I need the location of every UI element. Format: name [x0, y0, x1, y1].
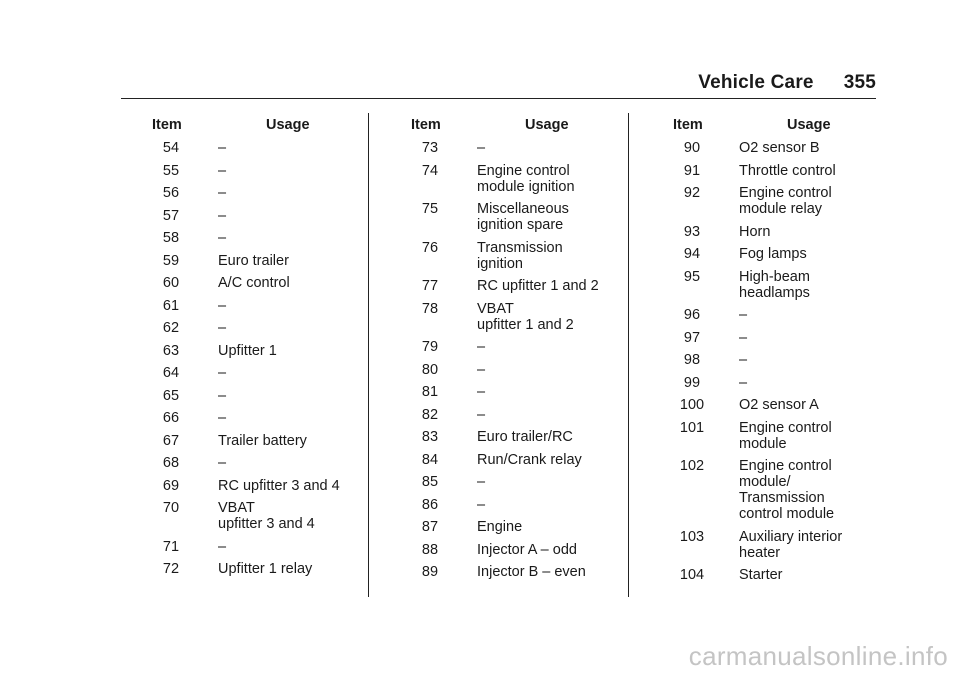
table-row [145, 185, 360, 201]
header-rule [121, 98, 876, 99]
table-row [404, 497, 619, 513]
item-number: 61 [162, 297, 180, 314]
table-row [666, 567, 881, 583]
item-number: 71 [162, 538, 180, 555]
table-row [145, 298, 360, 314]
usage-text: Engine control module/ Transmission control module [739, 458, 835, 522]
usage-text: – [477, 406, 486, 423]
usage-text: – [218, 207, 227, 224]
usage-text: – [218, 230, 227, 246]
usage-text: Upfitter 1 [218, 342, 277, 359]
table-row [145, 253, 360, 269]
item-number: 56 [162, 185, 180, 201]
usage-text: Upfitter 1 relay [218, 561, 313, 577]
item-number: 67 [162, 432, 180, 449]
usage-text: Engine control module [739, 419, 832, 452]
item-header: Item [152, 117, 182, 133]
usage-text: VBAT upfitter 1 and 2 [477, 300, 574, 333]
item-number: 58 [162, 230, 180, 246]
table-row [666, 330, 881, 346]
table-body [145, 140, 360, 577]
table-row [404, 542, 619, 558]
table-row [404, 474, 619, 490]
item-number: 76 [421, 239, 439, 256]
page-number: 355 [843, 72, 876, 93]
usage-text: – [739, 329, 748, 346]
table-row [145, 455, 360, 471]
item-number: 83 [421, 429, 439, 445]
usage-text: – [218, 162, 227, 179]
usage-text: – [477, 474, 486, 490]
usage-text: Trailer battery [218, 432, 307, 449]
item-number: 92 [683, 185, 701, 201]
watermark: carmanualsonline.info [688, 641, 948, 671]
usage-text: Horn [739, 223, 771, 240]
usage-text: O2 sensor B [739, 140, 820, 156]
fuse-table-column-2 [404, 114, 619, 587]
item-number: 90 [683, 140, 701, 156]
usage-text: Engine control module relay [739, 185, 832, 217]
table-row [145, 140, 360, 156]
item-number: 75 [421, 201, 439, 217]
page-header [698, 72, 876, 94]
section-title: Vehicle Care [698, 72, 814, 93]
item-number: 72 [162, 561, 180, 577]
item-number: 55 [162, 162, 180, 179]
table-row [404, 452, 619, 468]
table-row [145, 163, 360, 179]
column-divider [368, 113, 369, 597]
item-number: 81 [421, 384, 439, 400]
table-row [404, 407, 619, 423]
usage-text: – [218, 320, 227, 336]
table-row [666, 420, 881, 452]
table-row [404, 519, 619, 535]
usage-text: – [218, 140, 227, 156]
table-row [666, 163, 881, 179]
usage-text: Engine control module ignition [477, 162, 575, 195]
usage-text: Auxiliary interior heater [739, 528, 843, 561]
item-header: Item [411, 117, 441, 133]
usage-text: – [477, 361, 486, 378]
item-number: 65 [162, 387, 180, 404]
item-number: 88 [421, 541, 439, 558]
usage-header: Usage [787, 117, 831, 133]
table-row [666, 458, 881, 522]
usage-header: Usage [266, 117, 310, 133]
item-header: Item [673, 117, 703, 133]
usage-text: – [218, 410, 227, 426]
item-number: 84 [421, 451, 439, 468]
table-row [666, 375, 881, 391]
item-number: 60 [162, 275, 180, 291]
usage-text: Run/Crank relay [477, 451, 582, 468]
usage-text: – [218, 455, 227, 471]
table-row [145, 365, 360, 381]
item-number: 80 [421, 361, 439, 378]
usage-text: Starter [739, 567, 783, 583]
usage-text: – [218, 365, 227, 381]
item-number: 63 [162, 342, 180, 359]
item-number: 70 [162, 500, 180, 516]
item-number: 54 [162, 140, 180, 156]
table-row [666, 185, 881, 217]
item-number: 86 [421, 496, 439, 513]
item-number: 99 [683, 374, 701, 391]
table-body [404, 140, 619, 580]
table-row [145, 539, 360, 555]
usage-text: VBAT upfitter 3 and 4 [218, 500, 315, 532]
item-number: 94 [683, 246, 701, 262]
table-row [404, 201, 619, 233]
table-row [666, 224, 881, 240]
item-number: 82 [421, 406, 439, 423]
table-row [145, 230, 360, 246]
usage-text: – [477, 496, 486, 513]
table-body [666, 140, 881, 583]
usage-text: Miscellaneous ignition spare [477, 201, 569, 233]
usage-text: – [218, 387, 227, 404]
table-row [666, 140, 881, 156]
table-row [145, 561, 360, 577]
fuse-table-column-1 [145, 114, 360, 584]
usage-text: – [477, 384, 486, 400]
item-number: 66 [162, 410, 180, 426]
table-row [404, 163, 619, 195]
item-number: 74 [421, 162, 439, 179]
item-number: 104 [679, 567, 705, 583]
item-number: 68 [162, 455, 180, 471]
item-number: 62 [162, 320, 180, 336]
table-row [145, 478, 360, 494]
table-row [145, 208, 360, 224]
item-number: 103 [679, 528, 705, 545]
usage-text: Engine [477, 519, 523, 535]
table-row [145, 500, 360, 532]
usage-text: – [477, 339, 486, 355]
table-row [404, 362, 619, 378]
usage-text: RC upfitter 3 and 4 [218, 477, 340, 494]
usage-text: – [477, 140, 486, 156]
usage-text: Throttle control [739, 162, 836, 179]
usage-text: Euro trailer [218, 252, 289, 269]
fuse-table-column-3 [666, 114, 881, 590]
column-divider [628, 113, 629, 597]
table-row [404, 240, 619, 272]
usage-text: – [739, 352, 748, 368]
table-row [145, 410, 360, 426]
item-number: 87 [421, 519, 439, 535]
table-row [404, 140, 619, 156]
item-number: 77 [421, 278, 439, 294]
table-row [404, 429, 619, 445]
table-row [404, 301, 619, 333]
item-number: 79 [421, 339, 439, 355]
table-header [666, 114, 881, 140]
item-number: 64 [162, 365, 180, 381]
item-number: 57 [162, 207, 180, 224]
table-row [666, 307, 881, 323]
table-row [145, 343, 360, 359]
table-row [404, 384, 619, 400]
table-row [404, 564, 619, 580]
usage-text: – [218, 538, 227, 555]
usage-text: – [739, 374, 748, 391]
usage-text: – [739, 307, 748, 323]
usage-text: Injector A – odd [477, 541, 577, 558]
table-header [404, 114, 619, 140]
item-number: 102 [679, 458, 705, 474]
usage-text: Injector B – even [477, 564, 586, 580]
item-number: 98 [683, 352, 701, 368]
usage-text: Transmission ignition [477, 239, 563, 272]
usage-text: Euro trailer/RC [477, 429, 573, 445]
item-number: 95 [683, 268, 701, 285]
table-row [666, 397, 881, 413]
table-row [145, 388, 360, 404]
table-row [145, 433, 360, 449]
usage-text: A/C control [218, 275, 290, 291]
item-number: 91 [683, 162, 701, 179]
usage-text: O2 sensor A [739, 397, 819, 413]
usage-header: Usage [525, 117, 569, 133]
table-row [666, 246, 881, 262]
table-row [145, 275, 360, 291]
table-row [666, 352, 881, 368]
item-number: 85 [421, 474, 439, 490]
usage-text: High-beam headlamps [739, 268, 810, 301]
item-number: 101 [679, 419, 705, 436]
item-number: 100 [679, 397, 705, 413]
item-number: 96 [683, 307, 701, 323]
item-number: 73 [421, 140, 439, 156]
table-header [145, 114, 360, 140]
table-row [666, 529, 881, 561]
item-number: 97 [683, 329, 701, 346]
item-number: 59 [162, 252, 180, 269]
table-row [666, 269, 881, 301]
item-number: 69 [162, 477, 180, 494]
table-row [404, 278, 619, 294]
usage-text: – [218, 185, 227, 201]
usage-text: RC upfitter 1 and 2 [477, 278, 599, 294]
item-number: 89 [421, 564, 439, 580]
usage-text: Fog lamps [739, 246, 807, 262]
item-number: 93 [683, 223, 701, 240]
table-row [404, 339, 619, 355]
item-number: 78 [421, 300, 439, 317]
table-row [145, 320, 360, 336]
usage-text: – [218, 297, 227, 314]
